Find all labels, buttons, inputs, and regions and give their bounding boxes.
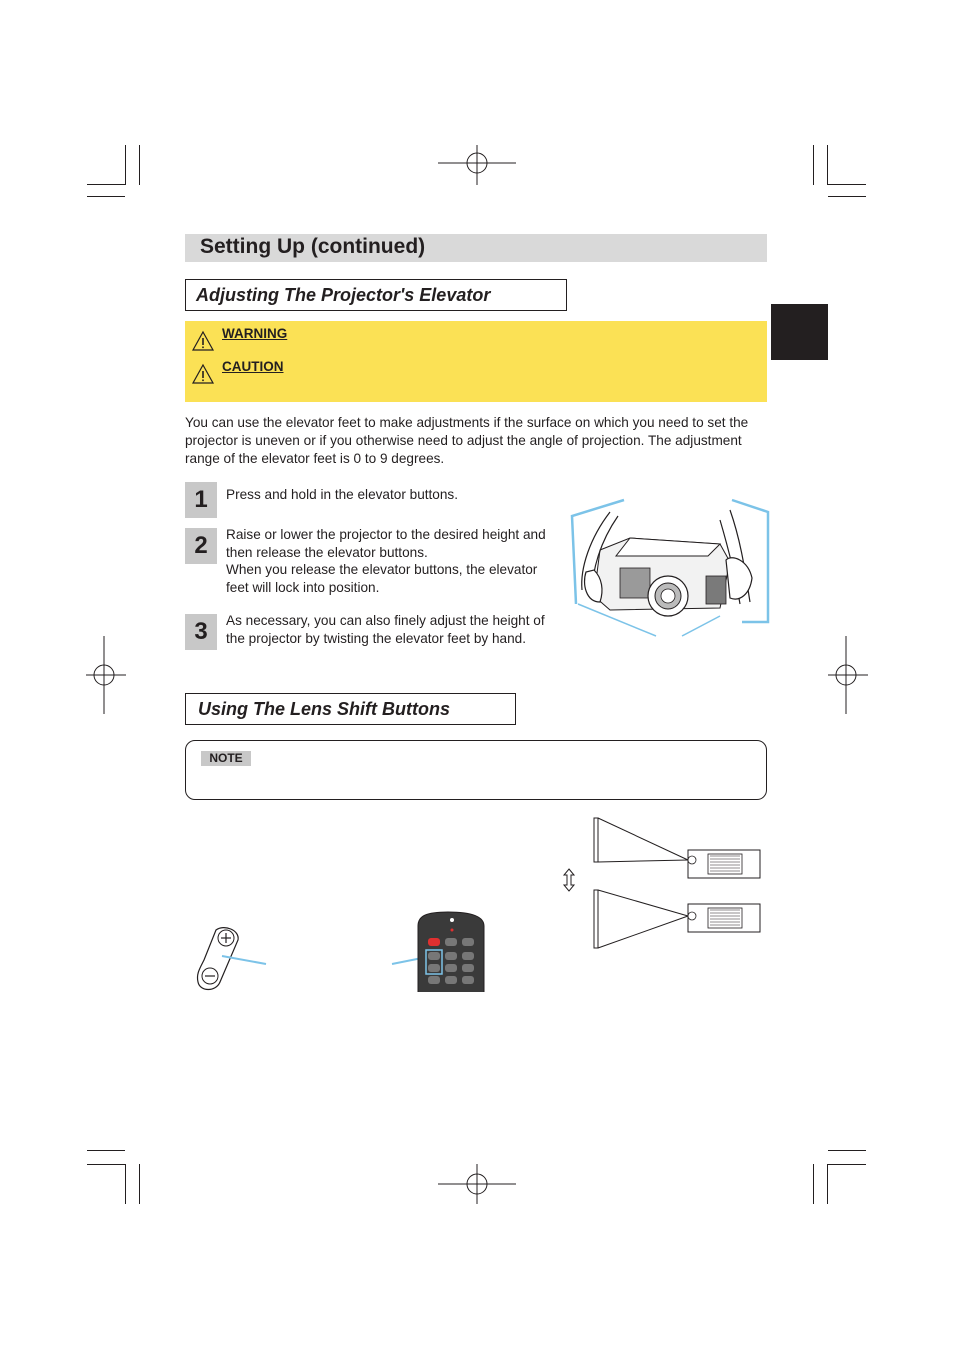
chapter-tab [771, 304, 828, 360]
registration-mark-left [86, 636, 126, 714]
registration-mark-bottom [438, 1164, 516, 1204]
note-label: NOTE [201, 751, 251, 766]
registration-mark-right [828, 636, 868, 714]
step-2-number: 2 [194, 532, 208, 559]
step-2-line: When you release the elevator buttons, the elevator [226, 562, 538, 578]
page-title: Setting Up (continued) [200, 235, 426, 258]
step-2-text [226, 526, 571, 596]
step-2-line: Raise or lower the projector to the desired height and [226, 527, 546, 542]
lens-shift-button-panel [194, 924, 274, 994]
section-heading-elevator-text: Adjusting The Projector's Elevator [196, 285, 491, 305]
warning-label: WARNING [222, 326, 288, 341]
step-3-number: 3 [194, 618, 208, 645]
step-1-line: Press and hold in the elevator buttons. [226, 487, 458, 502]
registration-mark-top [438, 145, 516, 185]
step-3-text [226, 612, 571, 647]
projector-elevator-illustration [570, 498, 770, 638]
caution-triangle-icon [192, 364, 214, 384]
section-heading-elevator [185, 279, 567, 311]
section-heading-lens-shift-text: Using The Lens Shift Buttons [198, 699, 450, 719]
step-3-line: the projector by twisting the elevator feet by hand. [226, 630, 526, 646]
step-2-line: feet will lock into position. [226, 579, 380, 595]
section-heading-lens-shift [185, 693, 516, 725]
intro-paragraph: You can use the elevator feet to make adjustments if the surface on which you need to set the projector is uneven or if you otherwise need to adjust the angle of projection. The adjustment range of the elevator feet is 0 to 9 degrees. [185, 415, 749, 466]
warning-triangle-icon [192, 331, 214, 351]
step-3-line: As necessary, you can also finely adjust the height of [226, 613, 545, 628]
note-box [185, 740, 767, 800]
caution-label: CAUTION [222, 359, 284, 374]
step-2-line: then release the elevator buttons. [226, 544, 428, 560]
lens-shift-diagram [560, 816, 770, 952]
step-1-text [226, 486, 571, 504]
remote-control-illustration [390, 912, 490, 992]
step-1-number: 1 [194, 486, 208, 513]
up-down-arrow-icon [562, 868, 576, 892]
